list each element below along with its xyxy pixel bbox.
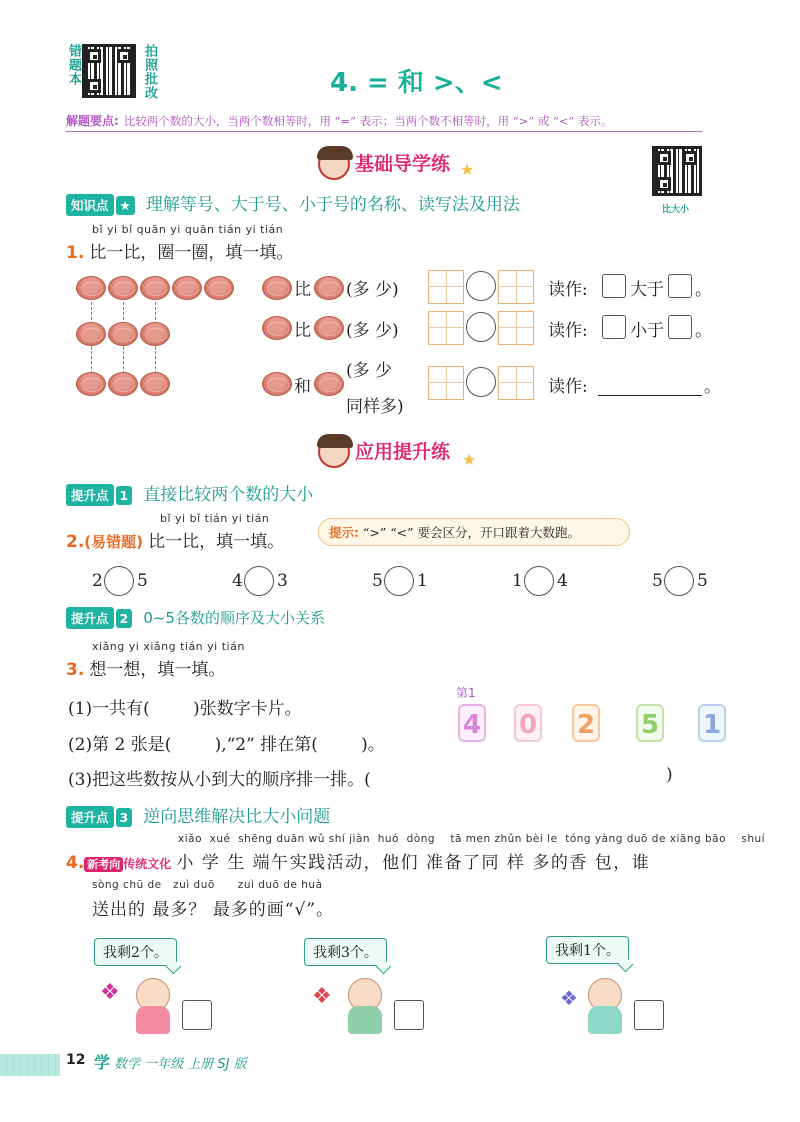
point1-tag: 提升点 — [66, 484, 114, 506]
point2-title: 0~5各数的顺序及大小关系 — [143, 609, 325, 627]
mooncake-icon — [314, 316, 344, 340]
point2-tag: 提升点 — [66, 607, 114, 629]
mooncake-icon — [314, 372, 344, 396]
hint-label: 提示: — [329, 525, 359, 540]
point3-row — [66, 802, 330, 828]
q2-pair3-b: 1 — [417, 571, 428, 591]
q2-pair5-b: 5 — [697, 571, 708, 591]
mooncake-icon — [314, 276, 344, 300]
q2-pinyin: bǐ yi bǐ tián yi tián — [160, 512, 270, 525]
kid2-body — [348, 1006, 382, 1034]
q3-cards-label: 第1 — [456, 686, 476, 700]
page-number: 12 — [66, 1052, 86, 1068]
q4-heading — [66, 848, 650, 873]
q1-row1-box-left[interactable] — [428, 270, 464, 304]
sachet-icon: ❖ — [312, 984, 332, 1009]
number-card: 4 — [458, 704, 486, 742]
q1-row2-answer-box-a[interactable] — [602, 315, 626, 339]
q4-pinyin-2: sòng chū de zuì duō zuì duō de huà — [92, 879, 323, 891]
number-card: 2 — [572, 704, 600, 742]
point3-num: 3 — [116, 808, 133, 827]
q3-heading — [66, 655, 225, 680]
q1-row3-symbol-circle[interactable] — [466, 367, 496, 397]
kid3-check-box[interactable] — [634, 1000, 664, 1030]
q1-row3-box-right[interactable] — [498, 366, 534, 400]
tip-line — [66, 110, 702, 132]
kid1-speech-bubble: 我剩2个。 — [94, 938, 177, 966]
point2-num: 2 — [116, 609, 133, 628]
q1-row2-end: 。 — [695, 321, 712, 341]
mooncake-icon — [262, 372, 292, 396]
sachet-icon: ❖ — [560, 986, 578, 1010]
point3-tag: 提升点 — [66, 806, 114, 828]
q1-row1-answer-box-a[interactable] — [602, 274, 626, 298]
q1-row1-box-right[interactable] — [498, 270, 534, 304]
footer-subject: 数学 一年级 上册 SJ 版 — [114, 1057, 247, 1072]
number-card: 0 — [514, 704, 542, 742]
q4-pinyin-1: xiǎo xué shēng duān wǔ shí jiàn huó dòng tā men zhǔn bèi le tóng yàng duō de xiāng bāo shuí — [178, 833, 766, 845]
q1-row3-paren-line1: (多 少 — [346, 361, 393, 381]
q3-pinyin: xiǎng yi xiǎng tián yi tián — [92, 640, 245, 653]
knowledge-point-row — [66, 190, 520, 216]
qr-code-wrong-book[interactable] — [82, 44, 136, 98]
q1-row1-answer-box-b[interactable] — [668, 274, 692, 298]
kid3-speech-bubble: 我剩1个。 — [546, 936, 629, 964]
section-title-advance: 应用提升练 — [355, 441, 451, 463]
q1-pinyin: bǐ yi bǐ quān yi quān tián yi tián — [92, 223, 284, 236]
number-card: 1 — [698, 704, 726, 742]
tip-text: 比较两个数的大小，当两个数相等时，用 “=” 表示；当两个数不相等时，用 “>” 或 “<” 表示。 — [123, 114, 613, 128]
q1-row3-connector: 和 — [294, 377, 311, 397]
point1-row — [66, 480, 313, 506]
section-title-basic: 基础导学练 — [355, 153, 451, 175]
q2-pair2-circle[interactable] — [244, 566, 274, 596]
tip-label: 解题要点: — [66, 114, 119, 128]
footer-brand-logo: 学 — [94, 1053, 111, 1072]
kid1-body — [136, 1006, 170, 1034]
q2-text: 比一比，填一填。 — [148, 532, 285, 552]
kid2-check-box[interactable] — [394, 1000, 424, 1030]
q1-row1-read-label: 读作: — [548, 280, 588, 300]
star-icon: ★ — [460, 160, 475, 179]
q1-row2-box-left[interactable] — [428, 311, 464, 345]
q1-heading — [66, 238, 293, 263]
kid1-check-box[interactable] — [182, 1000, 212, 1030]
q1-row2-paren: (多 少) — [346, 321, 399, 341]
q3-text: 想一想，填一填。 — [89, 660, 226, 680]
q4-badge2: 传统文化 — [123, 857, 172, 871]
q1-row2-symbol-circle[interactable] — [466, 312, 496, 342]
q1-row2-word: 小于 — [630, 321, 664, 341]
q2-pair4-circle[interactable] — [524, 566, 554, 596]
point1-num: 1 — [116, 486, 133, 505]
q2-badge: (易错题) — [84, 533, 144, 551]
q2-pair3-a: 5 — [372, 571, 383, 591]
q1-row2-read-label: 读作: — [548, 321, 588, 341]
q1-row3-end: 。 — [704, 377, 721, 397]
kid2-speech-bubble: 我剩3个。 — [304, 938, 387, 966]
hint-text: “>” “<” 要会区分，开口跟着大数跑。 — [362, 525, 580, 540]
knowledge-point-tag: 知识点 — [66, 194, 114, 216]
footer-band — [0, 1054, 60, 1076]
qr-code-lesson[interactable] — [652, 146, 702, 196]
section-kid-icon — [318, 148, 350, 180]
sachet-icon: ❖ — [100, 980, 120, 1005]
q1-row3-read-label: 读作: — [548, 377, 588, 397]
q3-sub3: (3)把这些数按从小到大的顺序排一排。( — [68, 770, 371, 790]
kid3-body — [588, 1006, 622, 1034]
q2-pair2-a: 4 — [232, 571, 243, 591]
q2-pair4-b: 4 — [557, 571, 568, 591]
star-badge-icon: ★ — [116, 196, 135, 215]
q2-pair3-circle[interactable] — [384, 566, 414, 596]
q2-pair1-circle[interactable] — [104, 566, 134, 596]
q4-number: 4. — [66, 853, 85, 873]
q1-row2-answer-box-b[interactable] — [668, 315, 692, 339]
q1-row1-symbol-circle[interactable] — [466, 271, 496, 301]
mooncake-icon — [262, 276, 292, 300]
point2-row — [66, 607, 325, 629]
q2-pair5-a: 5 — [652, 571, 663, 591]
q1-row3-box-left[interactable] — [428, 366, 464, 400]
q3-sub3-end: ) — [666, 765, 673, 785]
q1-row2-box-right[interactable] — [498, 311, 534, 345]
q3-number: 3. — [66, 660, 85, 680]
lesson-title: 4. = 和 >、< — [330, 68, 503, 98]
q1-row1-word: 大于 — [630, 280, 664, 300]
q3-sub1: (1)一共有( )张数字卡片。 — [68, 699, 302, 719]
q1-row2-connector: 比 — [294, 321, 311, 341]
q1-row3-paren-line2: 同样多) — [346, 397, 404, 417]
q1-text: 比一比，圈一圈，填一填。 — [89, 243, 294, 263]
section-kid-icon — [318, 436, 350, 468]
q1-row1-connector: 比 — [294, 280, 311, 300]
q1-row1-paren: (多 少) — [346, 280, 399, 300]
number-card: 5 — [636, 704, 664, 742]
q1-row1-end: 。 — [695, 280, 712, 300]
star-icon: ★ — [462, 450, 477, 469]
q2-pair5-circle[interactable] — [664, 566, 694, 596]
qr-caption: 比大小 — [662, 205, 690, 215]
q2-pair1-a: 2 — [92, 571, 103, 591]
q1-number: 1. — [66, 243, 85, 263]
q2-pair4-a: 1 — [512, 571, 523, 591]
mooncake-icon — [262, 316, 292, 340]
q2-pair2-b: 3 — [277, 571, 288, 591]
q2-number: 2. — [66, 532, 85, 552]
q2-heading — [66, 527, 284, 552]
q3-sub2: (2)第 2 张是( ),“2” 排在第( )。 — [68, 735, 385, 755]
knowledge-point-title: 理解等号、大于号、小于号的名称、读写法及用法 — [145, 195, 520, 215]
q2-hint — [318, 518, 630, 546]
point3-title: 逆向思维解决比大小问题 — [143, 807, 331, 827]
photo-correct-label: 拍照批改 — [142, 44, 157, 100]
point1-title: 直接比较两个数的大小 — [143, 485, 314, 505]
wrong-book-label: 错题本 — [66, 44, 81, 86]
q4-badge: 新考向 — [84, 857, 123, 872]
q1-row3-answer-line[interactable] — [598, 374, 702, 396]
q4-line1: 小 学 生 端午实践活动，他们 准备了同 样 多的香 包，谁 — [176, 853, 651, 873]
q4-line2: 送出的 最多？ 最多的画“√”。 — [92, 900, 335, 920]
q2-pair1-b: 5 — [137, 571, 148, 591]
